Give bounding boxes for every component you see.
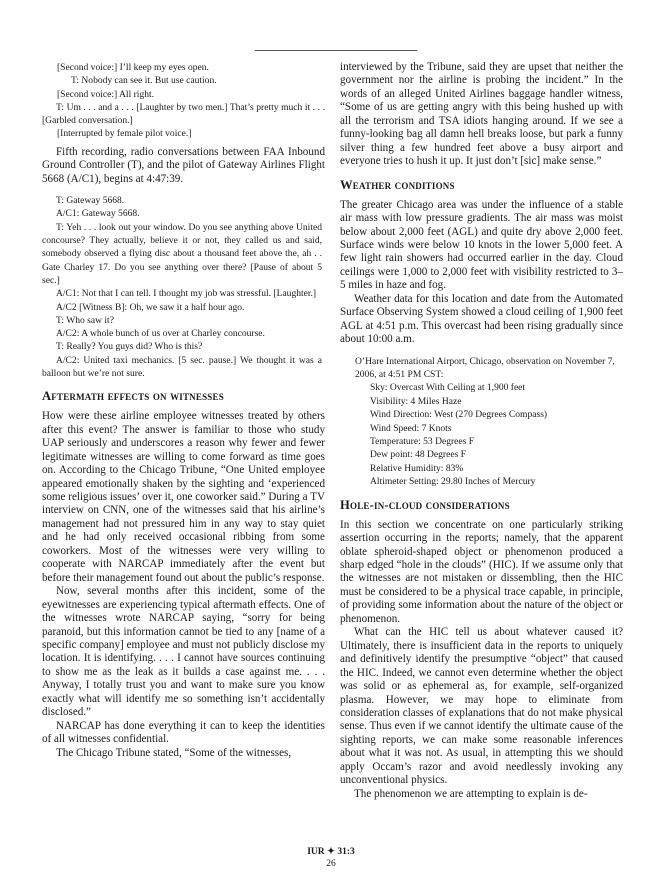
body-paragraph: Fifth recording, radio conversations between FAA Inbound Ground Controller (T), and the pilot of Gateway Airlines Flight 5668 (A/C1), begins at 4:47:39. <box>42 145 325 185</box>
observation-item: Sky: Overcast With Ceiling at 1,900 feet <box>370 382 526 394</box>
body-paragraph: How were these airline employee witnesses treated by others after this event? The answer is familiar to those who study UAP seriously and underscores a reason why fewer and fewer legitimate witnesses are willing to come forward as time goes on. According to the Chicago Tribune, “One United employee appeared emotionally shaken by the sighting and ‘experienced some religious issues’ over it, one coworker said.” During a TV interview on CNN, one of the witnesses said that his airline’s management had not pressured him in any way to stay quiet and he had only received occasional ribbing from some coworkers. Most of the witnesses were very willing to cooperate with NARCAP immediately after the event but before their management found out about the public’s response. <box>42 410 325 584</box>
transcript-line: T: Yeh . . . look out your window. Do you see anything above United concourse? They actually, believe it or not, they called us and said, somebody observed a flying disc about a thousand feet above the, ah . . Gate Charley 17. Do you see anything over there? [Pause of about 5 sec.] <box>42 221 322 286</box>
transcript-line: T: Really? You guys did? Who is this? <box>56 341 203 353</box>
section-heading-aftermath: Aftermath effects on witnesses <box>42 389 224 404</box>
observation-item: Temperature: 53 Degrees F <box>370 436 475 448</box>
transcript-excerpt-2 <box>42 194 325 380</box>
left-column <box>42 61 325 760</box>
body-paragraph: The greater Chicago area was under the influence of a stable air mass with low pressure gradients. The air mass was moist below about 2,000 feet (AGL) and quite dry above 2,000 feet. Surface winds were below 10 knots in the lower 5,000 feet. A few light rain showers had occurred earlier in the day. Cloud ceilings were 1,000 to 2,000 feet with visibility restricted to 3–5 miles in haze and fog. <box>340 198 623 292</box>
transcript-line: A/C2 [Witness B]: Oh, we saw it a half hour ago. <box>56 301 245 313</box>
body-paragraph: NARCAP has done everything it can to keep the identities of all witnesses confidential. <box>42 719 325 746</box>
transcript-line: [Second voice:] All right. <box>57 88 155 100</box>
observation-item: Dew point: 48 Degrees F <box>370 449 466 461</box>
observation-header: O’Hare International Airport, Chicago, observation on November 7, 2006, at 4:51 PM CST: <box>355 355 615 381</box>
observation-item: Wind Speed: 7 Knots <box>370 422 452 434</box>
transcript-line: A/C1: Gateway 5668. <box>56 208 140 220</box>
transcript-line: A/C2: A whole bunch of us over at Charley concourse. <box>56 328 265 340</box>
section-heading-weather: Weather conditions <box>340 177 455 192</box>
transcript-excerpt-1 <box>42 61 325 141</box>
transcript-line: T: Gateway 5668. <box>56 195 125 207</box>
transcript-line: T: Nobody can see it. But use caution. <box>71 75 217 87</box>
body-paragraph: Weather data for this location and date from the Automated Surface Observing System showed a cloud ceiling of 1,900 feet AGL at 4:51 p.m. This overcast had been rising gradually since about 10:00 a.m. <box>340 292 623 346</box>
observation-item: Altimeter Setting: 29.80 Inches of Mercury <box>370 476 536 488</box>
body-paragraph: Now, several months after this incident, some of the eyewitnesses are experiencing typical aftermath effects. One of the witnesses wrote NARCAP saying, “sorry for being paranoid, but this information cannot be tied to any [name of a specific company] employee and must not publicly disclose my location. It is identifying. . . . I cannot have sources continuing to show me as the leak as it builds a case against me. . . . Anyway, I totally trust you and want to make sure you know exactly what will identify me so something isn’t accidentally disclosed.” <box>42 585 325 719</box>
body-paragraph: In this section we concentrate on one particularly striking assertion occurring in the reports; namely, that the apparent oblate spheroid-shaped object or phenomenon produced a sharp edged “hole in the clouds” (HIC). If we assume only that the witnesses are not mistaken or dissembling, then the HIC must be considered to be a physical trace capable, in principle, of providing some information about the nature of the object or phenomenon. <box>340 518 623 625</box>
journal-footer: IUR ✦ 31:3 <box>307 847 355 857</box>
transcript-line: A/C2: United taxi mechanics. [5 sec. pause.] We thought it was a balloon but we’re not sure. <box>42 354 322 379</box>
transcript-line: T: Who saw it? <box>56 314 114 326</box>
body-paragraph: The phenomenon we are attempting to explain is de- <box>354 787 588 800</box>
observation-item: Relative Humidity: 83% <box>370 462 464 474</box>
body-paragraph: What can the HIC tell us about whatever caused it? Ultimately, there is insufficient data in the reports to uniquely and definitively identify the presumptive “object” that caused the HIC. Indeed, we cannot even determine whether the object was solid or as ephemeral as, for example, self-organized plasma. However, we may hope to eliminate from consideration classes of explanations that do not make physical sense. Thus even if we cannot identify the ultimate cause of the sighting reports, we can make some reasonable inferences about what it was not. As usual, in attempting this we should apply Occam’s razor and avoid needlessly invoking any unconventional physics. <box>340 626 623 787</box>
transcript-line: T: Um . . . and a . . . [Laughter by two men.] That’s pretty much it . . . [Garbled conversation.] <box>42 101 325 127</box>
body-paragraph: The Chicago Tribune stated, “Some of the witnesses, <box>56 746 292 759</box>
weather-observation <box>340 355 623 489</box>
transcript-line: [Interrupted by female pilot voice.] <box>57 128 192 140</box>
page-number: 26 <box>326 859 336 869</box>
section-heading-hole-in-cloud: Hole-in-cloud considerations <box>340 497 510 512</box>
transcript-line: [Second voice:] I’ll keep my eyes open. <box>57 62 209 73</box>
body-paragraph: interviewed by the Tribune, said they are upset that neither the government nor the airline is probing the incident.” In the words of an alleged United Airlines baggage handler witness, “Some of us are getting angry with this being hushed up with all the terrorism and TSA idiots hanging around. If we see a funny-looking bag all damn hell breaks loose, but park a funny silver thing a few hundred feet above a busy airport and everyone tries to hush it up. It just don’t [sic] make sense.” <box>340 61 623 168</box>
observation-item: Wind Direction: West (270 Degrees Compass) <box>370 409 548 421</box>
transcript-line: A/C1: Not that I can tell. I thought my job was stressful. [Laughter.] <box>56 288 317 300</box>
observation-item: Visibility: 4 Miles Haze <box>370 395 462 407</box>
right-column <box>340 61 623 801</box>
top-rule <box>255 50 417 51</box>
